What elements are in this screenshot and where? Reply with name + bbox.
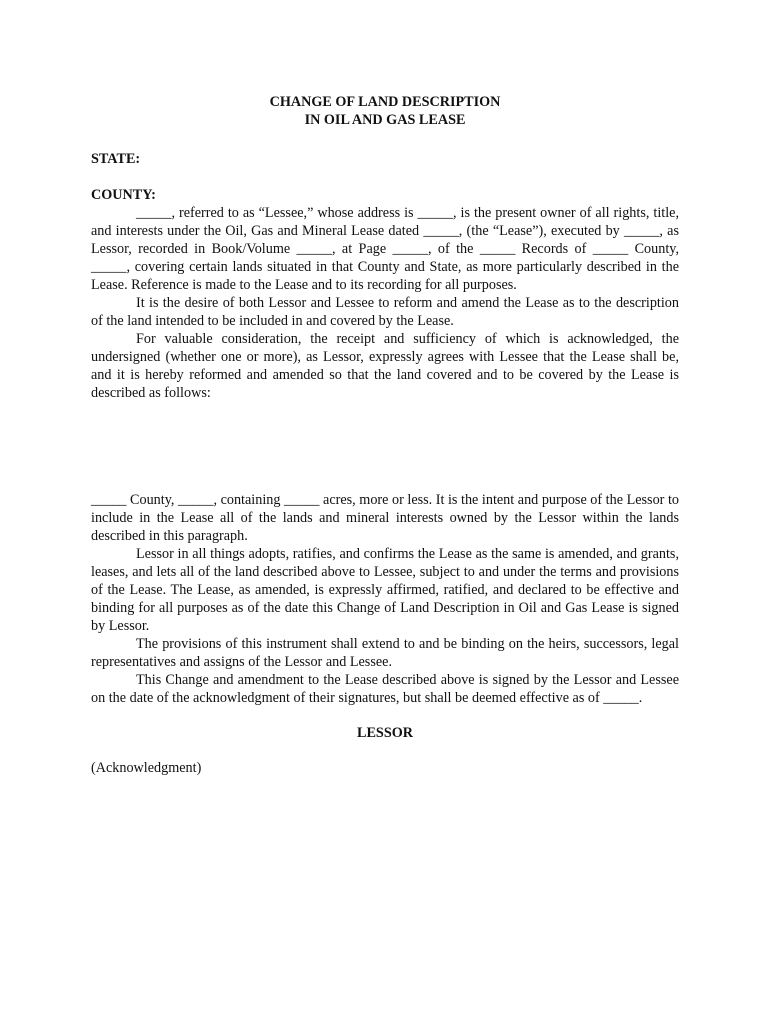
land-description-blank-area [91,402,679,491]
paragraph-county-acreage: _____ County, _____, containing _____ acres, more or less. It is the intent and purpose of the Lessor to include in the Lease all of the lands and mineral interests owned by the Lessor within the lands described in this paragraph. [91,492,679,544]
paragraph-ratification: Lessor in all things adopts, ratifies, and confirms the Lease as the same is amended, and grants, leases, and lets all of the land described above to Lessee, subject to and under the terms and provisions of the Lease. The Lease, as amended, is expressly affirmed, ratified, and declared to be effective and binding for all purposes as of the date this Change of Land Description in Oil and Gas Lease is signed by Lessor. [91,546,679,634]
document-page [91,93,679,777]
county-label: COUNTY: [91,187,156,203]
paragraph-desire-to-reform: It is the desire of both Lessor and Lessee to reform and amend the Lease as to the description of the land intended to be included in and covered by the Lease. [91,295,679,329]
paragraph-binding-successors: The provisions of this instrument shall extend to and be binding on the heirs, successors, legal representatives and assigns of the Lessor and Lessee. [91,636,679,670]
paragraph-consideration: For valuable consideration, the receipt and sufficiency of which is acknowledged, the undersigned (whether one or more), as Lessor, expressly agrees with Lessee that the Lease shall be, and it is hereby reformed and amended so that the land covered and to be covered by the Lease is described as follows: [91,331,679,401]
paragraph-effective-date: This Change and amendment to the Lease described above is signed by the Lessor and Lessee on the date of the acknowledgment of their signatures, but shall be deemed effective as of _____. [91,672,679,706]
document-title-line-1: CHANGE OF LAND DESCRIPTION [269,94,501,110]
paragraph-lessee-ownership: _____, referred to as “Lessee,” whose address is _____, is the present owner of all rights, title, and interests under the Oil, Gas and Mineral Lease dated _____, (the “Lease”), executed by _____, as Lessor, recorded in Book/Volume _____, at Page _____, of the _____ Records of _____ County, _____, covering certain lands situated in that County and State, as more particularly described in the Lease. Reference is made to the Lease and to its recording for all purposes. [91,205,679,293]
lessor-heading: LESSOR [357,725,413,741]
acknowledgment-label: (Acknowledgment) [91,760,202,776]
state-label: STATE: [91,151,141,167]
document-title-line-2: IN OIL AND GAS LEASE [304,112,466,128]
